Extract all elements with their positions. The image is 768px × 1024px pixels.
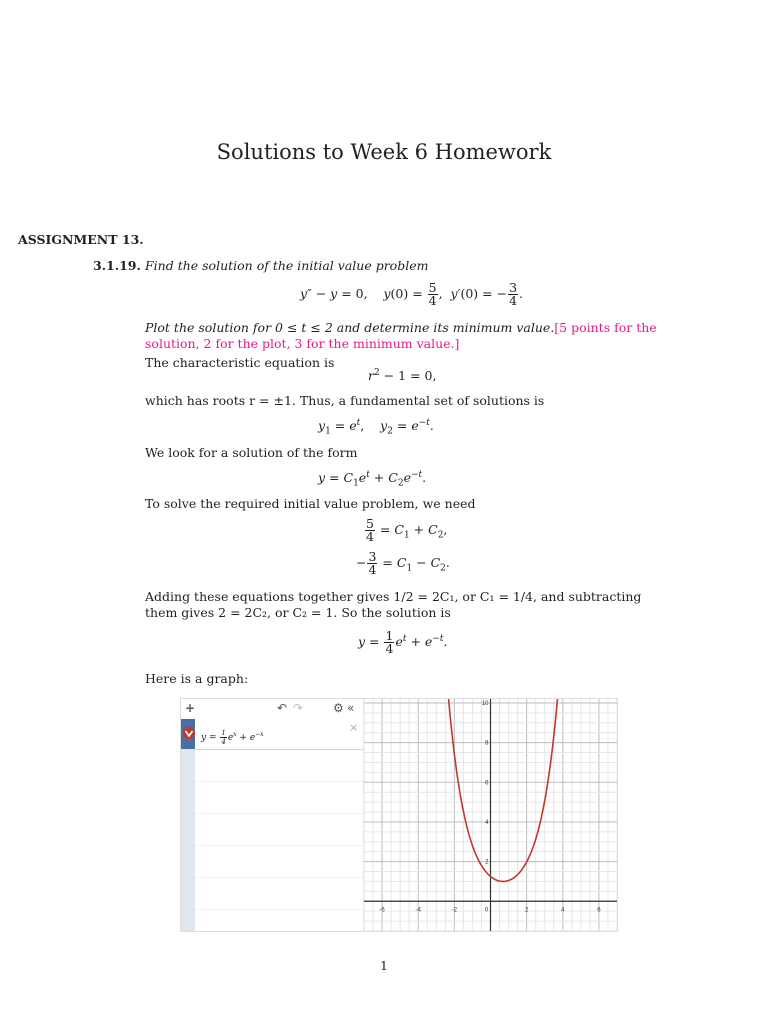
expression-gutter <box>181 719 195 931</box>
x-tick-label: -6 <box>379 907 385 914</box>
system-eq-1: $\frac{5}{4}$ = $C_1 + C_2$, <box>366 516 448 544</box>
toolbar <box>181 699 363 720</box>
graph-intro: Here is a graph: <box>145 671 249 686</box>
plot-instruction-paragraph <box>145 320 665 352</box>
x-tick-label: -4 <box>415 907 421 914</box>
y-tick-label: 2 <box>485 859 489 866</box>
graph-widget <box>180 698 618 932</box>
fundamental-set: $y_1 = e^t$, $y_2 = e^{-t}$. <box>318 418 434 437</box>
settings-icon[interactable]: ⚙ <box>333 701 344 715</box>
y-tick-label: 10 <box>481 700 489 707</box>
form-intro: We look for a solution of the form <box>145 445 358 460</box>
y-tick-label: 8 <box>485 740 489 747</box>
adding-text: Adding these equations together gives 1/2 = 2C₁, or C₁ = 1/4, and subtracting them gives 2 = 2C₂, or C₂ = 1. So the solution is <box>145 589 642 620</box>
problem-text: Find the solution of the initial value problem <box>145 258 429 273</box>
x-tick-label: 4 <box>561 907 565 914</box>
char-eq-intro: The characteristic equation is <box>145 355 335 370</box>
x-tick-label: 0 <box>484 907 489 914</box>
expression-panel <box>181 699 364 931</box>
x-tick-label: -2 <box>451 907 458 914</box>
system-eq-2: − $\frac{3}{4}$ = $C_1 - C_2$. <box>356 549 450 577</box>
collapse-icon[interactable]: « <box>347 701 355 715</box>
plot-instruction: Plot the solution for 0 ≤ t ≤ 2 and determine its minimum value. <box>145 320 555 335</box>
x-tick-label: 6 <box>597 907 601 914</box>
page-number: 1 <box>380 958 388 973</box>
page-title: Solutions to Week 6 Homework <box>216 140 552 164</box>
graph-color-icon[interactable] <box>183 726 195 740</box>
series-curve <box>446 699 561 881</box>
general-solution: $y = C_1e^t + C_2e^{-t}$. <box>318 470 427 489</box>
close-icon[interactable]: × <box>349 721 359 734</box>
roots-text: which has roots r = ±1. Thus, a fundamental set of solutions is <box>145 393 545 408</box>
assignment-heading: ASSIGNMENT 13. <box>18 232 144 247</box>
char-equation: $r^2 - 1 = 0$, <box>368 368 437 384</box>
x-tick-label: 2 <box>524 907 529 914</box>
y-tick-label: 6 <box>485 780 489 787</box>
undo-icon[interactable]: ↶ <box>277 701 288 715</box>
ivp-intro: To solve the required initial value problem, we need <box>145 496 476 511</box>
add-expression-icon[interactable]: + <box>185 701 196 715</box>
final-solution: y = $\frac{1}{4}$ $e^t + e^{-t}$. <box>358 628 448 656</box>
graph-canvas[interactable] <box>364 699 617 931</box>
grading-note: [5 points for the solution, 2 for the plot, 3 for the minimum value.] <box>145 320 657 351</box>
y-tick-label: 4 <box>485 819 489 826</box>
ivp-equation: y″ − y = 0, y(0) = $\frac{5}{4}$ , y′(0) = − $\frac{3}{4}$ . <box>300 280 523 308</box>
problem-number: 3.1.19. <box>93 258 141 273</box>
expression-formula: y = $\frac{1}{4}$ $e^x + e^{-x}$ <box>201 729 264 746</box>
redo-icon[interactable]: ↷ <box>293 701 304 715</box>
